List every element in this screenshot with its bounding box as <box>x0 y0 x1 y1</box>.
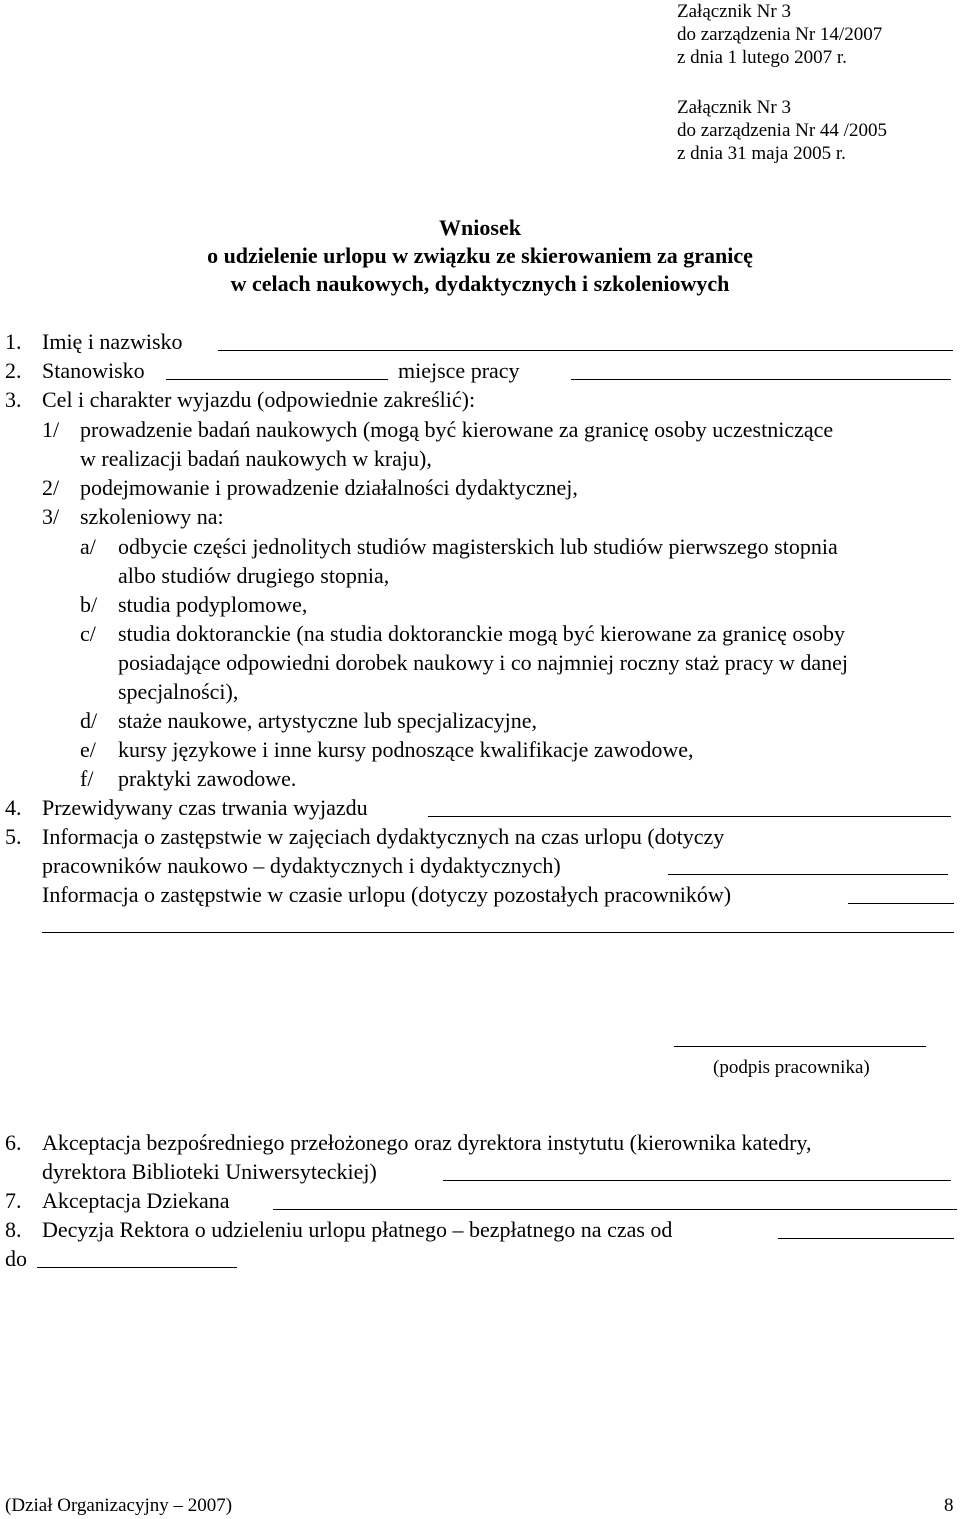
training-f-letter: f/ <box>80 766 94 791</box>
item-6-number: 6. <box>5 1130 22 1155</box>
item-8-to-label: do <box>5 1246 27 1271</box>
training-c-letter: c/ <box>80 621 96 646</box>
item-3-label: Cel i charakter wyjazdu (odpowiednie zakreślić): <box>42 387 476 412</box>
other-substitute-field-line-2[interactable] <box>42 932 954 933</box>
annex-label-2: Załącznik Nr 3 <box>677 97 791 118</box>
training-d-letter: d/ <box>80 708 98 733</box>
document-title: Wniosek <box>439 215 521 240</box>
duration-field-line[interactable] <box>428 816 951 817</box>
item-6-text: Akceptacja bezpośredniego przełożonego oraz dyrektora instytutu (kierownika katedry, <box>42 1130 812 1155</box>
supervisor-acceptance-line[interactable] <box>443 1180 951 1181</box>
training-c-text-cont1: posiadające odpowiedni dorobek naukowy i co najmniej roczny staż pracy w danej <box>118 650 849 675</box>
leave-from-date-line[interactable] <box>778 1238 954 1239</box>
item-5-text-cont: pracowników naukowo – dydaktycznych i dydaktycznych) <box>42 853 561 878</box>
item-4-number: 4. <box>5 795 22 820</box>
training-b-text: studia podyplomowe, <box>118 592 308 617</box>
teaching-substitute-field-line[interactable] <box>668 874 948 875</box>
annex-ordinance-2: do zarządzenia Nr 44 /2005 <box>677 120 887 141</box>
other-substitute-field-line[interactable] <box>848 903 954 904</box>
annex-date-1: z dnia 1 lutego 2007 r. <box>677 47 847 68</box>
purpose-1-text: prowadzenie badań naukowych (mogą być kierowane za granicę osoby uczestniczące <box>80 417 834 442</box>
item-2-workplace-label: miejsce pracy <box>398 358 520 383</box>
item-1-label: Imię i nazwisko <box>42 329 183 354</box>
training-a-text: odbycie części jednolitych studiów magisterskich lub studiów pierwszego stopnia <box>118 534 838 559</box>
purpose-1-text-cont: w realizacji badań naukowych w kraju), <box>80 446 432 471</box>
annex-label-1: Załącznik Nr 3 <box>677 1 791 22</box>
training-f-text: praktyki zawodowe. <box>118 766 297 791</box>
document-subtitle-line1: o udzielenie urlopu w związku ze skierowaniem za granicę <box>207 243 753 268</box>
item-7-label: Akceptacja Dziekana <box>42 1188 230 1213</box>
item-3-number: 3. <box>5 387 22 412</box>
training-b-letter: b/ <box>80 592 98 617</box>
item-5-number: 5. <box>5 824 22 849</box>
item-5-text: Informacja o zastępstwie w zajęciach dydaktycznych na czas urlopu (dotyczy <box>42 824 725 849</box>
purpose-3-number: 3/ <box>42 504 60 529</box>
workplace-field-line[interactable] <box>571 379 951 380</box>
training-a-text-cont: albo studiów drugiego stopnia, <box>118 563 390 588</box>
employee-signature-line[interactable] <box>674 1046 926 1047</box>
training-d-text: staże naukowe, artystyczne lub specjalizacyjne, <box>118 708 538 733</box>
training-c-text-cont2: specjalności), <box>118 679 239 704</box>
item-8-number: 8. <box>5 1217 22 1242</box>
leave-to-date-line[interactable] <box>37 1267 237 1268</box>
purpose-1-number: 1/ <box>42 417 60 442</box>
training-a-letter: a/ <box>80 534 96 559</box>
dean-acceptance-line[interactable] <box>273 1209 957 1210</box>
document-subtitle-line2: w celach naukowych, dydaktycznych i szkoleniowych <box>230 271 730 296</box>
annex-ordinance-1: do zarządzenia Nr 14/2007 <box>677 24 883 45</box>
signature-caption: (podpis pracownika) <box>713 1057 870 1078</box>
position-field-line[interactable] <box>166 379 388 380</box>
item-2-label: Stanowisko <box>42 358 145 383</box>
item-6-text-cont: dyrektora Biblioteki Uniwersyteckiej) <box>42 1159 377 1184</box>
item-5-other-substitute-text: Informacja o zastępstwie w czasie urlopu (dotyczy pozostałych pracowników) <box>42 882 732 907</box>
item-8-label: Decyzja Rektora o udzieleniu urlopu płatnego – bezpłatnego na czas od <box>42 1217 673 1242</box>
footer-department: (Dział Organizacyjny – 2007) <box>5 1495 233 1516</box>
purpose-2-text: podejmowanie i prowadzenie działalności dydaktycznej, <box>80 475 578 500</box>
training-e-letter: e/ <box>80 737 96 762</box>
name-field-line[interactable] <box>218 350 953 351</box>
item-4-label: Przewidywany czas trwania wyjazdu <box>42 795 368 820</box>
training-c-text: studia doktoranckie (na studia doktoranckie mogą być kierowane za granicę osoby <box>118 621 845 646</box>
training-e-text: kursy językowe i inne kursy podnoszące kwalifikacje zawodowe, <box>118 737 694 762</box>
item-2-number: 2. <box>5 358 22 383</box>
purpose-3-text: szkoleniowy na: <box>80 504 224 529</box>
purpose-2-number: 2/ <box>42 475 60 500</box>
item-7-number: 7. <box>5 1188 22 1213</box>
item-1-number: 1. <box>5 329 22 354</box>
annex-date-2: z dnia 31 maja 2005 r. <box>677 143 846 164</box>
page-number: 8 <box>944 1495 954 1516</box>
